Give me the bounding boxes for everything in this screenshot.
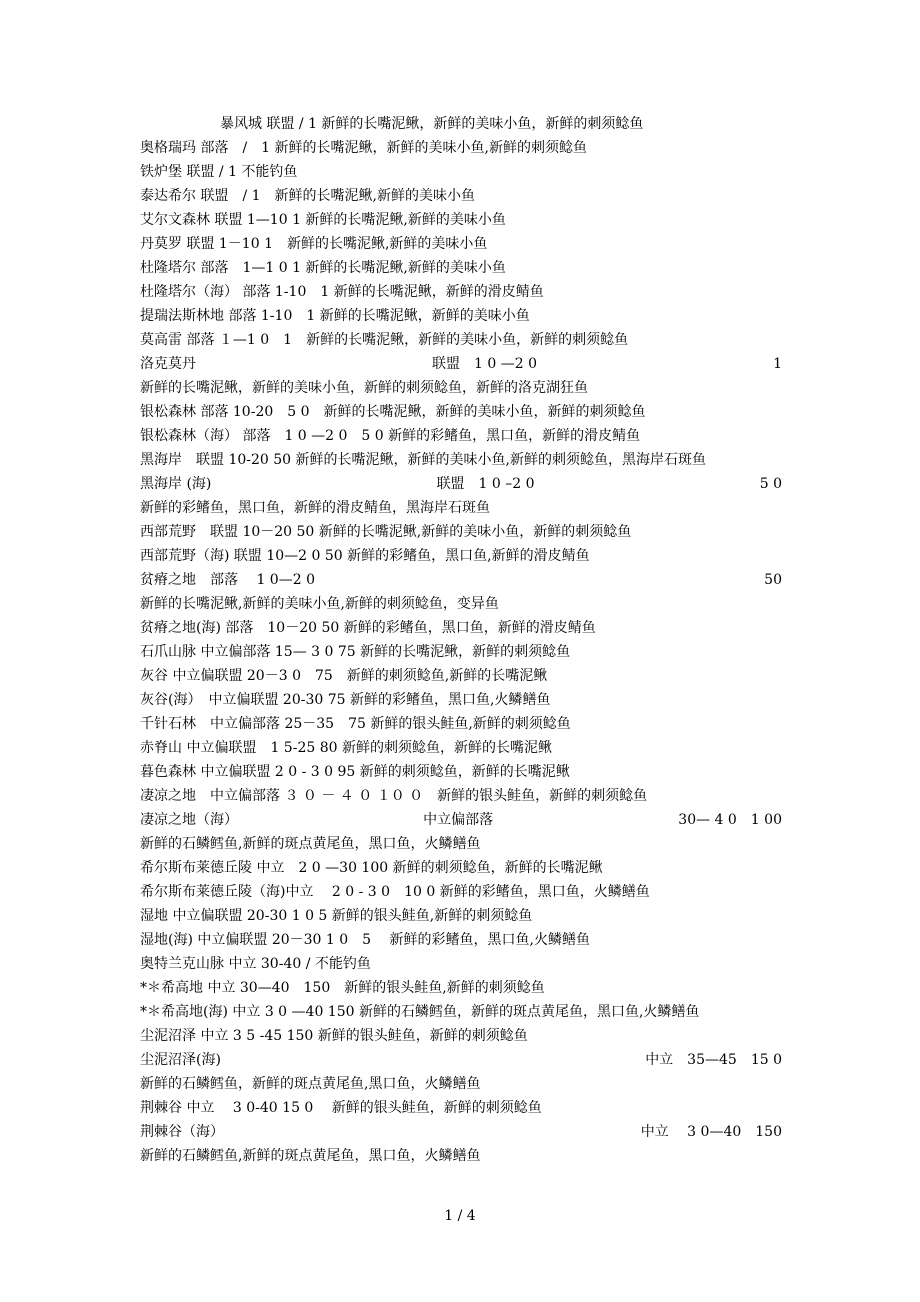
text-line: 新鲜的长嘴泥鳅,新鲜的美味小鱼,新鲜的刺须鲶鱼，变异鱼 bbox=[140, 596, 499, 612]
text-segment: 中立 35—45 15 0 bbox=[645, 1052, 782, 1068]
text-segment: 贫瘠之地 部落 1 0—2 0 bbox=[140, 572, 315, 588]
text-line: *＊希高地(海) 中立 3 0 —40 150 新鲜的石鳞鳕鱼，新鲜的斑点黄尾鱼，黑口鱼,火鳞鳝鱼 bbox=[140, 1004, 700, 1020]
text-segment: 黑海岸 (海) bbox=[140, 476, 212, 492]
page-number: 1 / 4 bbox=[444, 1208, 476, 1224]
text-line: 新鲜的石鳞鳕鱼,新鲜的斑点黄尾鱼，黑口鱼，火鳞鳝鱼 bbox=[140, 836, 481, 852]
text-line bbox=[140, 1048, 782, 1072]
text-line: 贫瘠之地(海) 部落 10－20 50 新鲜的彩鳍鱼，黑口鱼，新鲜的滑皮鲭鱼 bbox=[140, 620, 596, 636]
text-segment: 中立偏部落 bbox=[423, 812, 494, 828]
text-line: 千针石林 中立偏部落 25－35 75 新鲜的银头鲑鱼,新鲜的刺须鲶鱼 bbox=[140, 716, 571, 732]
text-segment: 联盟 1 0 —2 0 bbox=[432, 356, 538, 372]
text-line: 杜隆塔尔（海） 部落 1-10 1 新鲜的长嘴泥鳅，新鲜的滑皮鲭鱼 bbox=[140, 284, 544, 300]
text-line: 暮色森林 中立偏联盟 2 0 - 3 0 95 新鲜的刺须鲶鱼，新鲜的长嘴泥鳅 bbox=[140, 764, 570, 780]
text-segment: 凄凉之地（海） bbox=[140, 812, 238, 828]
text-line: 新鲜的石鳞鳕鱼,新鲜的斑点黄尾鱼，黑口鱼，火鳞鳝鱼 bbox=[140, 1148, 481, 1164]
text-line: 湿地(海) 中立偏联盟 20－30 1 0 5 新鲜的彩鳍鱼，黑口鱼,火鳞鳝鱼 bbox=[140, 932, 590, 948]
text-line: 凄凉之地 中立偏部落 ３ ０ － ４ ０ １０ ０ 新鲜的银头鲑鱼，新鲜的刺须鲶鱼 bbox=[140, 788, 648, 804]
text-line: 莫高雷 部落 １—1 0 1 新鲜的长嘴泥鳅，新鲜的美味小鱼，新鲜的刺须鲶鱼 bbox=[140, 332, 629, 348]
text-line: 银松森林 部落 10-20 5 0 新鲜的长嘴泥鳅，新鲜的美味小鱼，新鲜的刺须鲶鱼 bbox=[140, 404, 646, 420]
text-line: 艾尔文森林 联盟 1—10 1 新鲜的长嘴泥鳅,新鲜的美味小鱼 bbox=[140, 212, 506, 228]
text-line: 赤脊山 中立偏联盟 1 5-25 80 新鲜的刺须鲶鱼，新鲜的长嘴泥鳅 bbox=[140, 740, 552, 756]
text-line: 奥格瑞玛 部落 / 1 新鲜的长嘴泥鳅，新鲜的美味小鱼,新鲜的刺须鲶鱼 bbox=[140, 140, 587, 156]
text-segment: 尘泥沼泽(海) bbox=[140, 1052, 221, 1068]
text-line: 铁炉堡 联盟 / 1 不能钓鱼 bbox=[140, 164, 298, 180]
text-line: *＊希高地 中立 30—40 150 新鲜的银头鲑鱼,新鲜的刺须鲶鱼 bbox=[140, 980, 545, 996]
text-line: 希尔斯布莱德丘陵 中立 2 0 —30 100 新鲜的刺须鲶鱼，新鲜的长嘴泥鳅 bbox=[140, 860, 603, 876]
text-line: 希尔斯布莱德丘陵（海)中立 2 0 - 3 0 10 0 新鲜的彩鳍鱼，黑口鱼，火鳞鳝鱼 bbox=[140, 884, 650, 900]
text-line: 新鲜的长嘴泥鳅，新鲜的美味小鱼，新鲜的刺须鲶鱼，新鲜的洛克湖狂鱼 bbox=[140, 380, 588, 396]
text-line: 湿地 中立偏联盟 20-30 1 0 5 新鲜的银头鲑鱼,新鲜的刺须鲶鱼 bbox=[140, 908, 533, 924]
text-line: 新鲜的彩鳍鱼，黑口鱼，新鲜的滑皮鲭鱼，黑海岸石斑鱼 bbox=[140, 500, 490, 516]
text-segment: 1 bbox=[773, 356, 782, 372]
document-body bbox=[140, 112, 782, 1168]
text-line: 灰谷 中立偏联盟 20－3 0 75 新鲜的刺须鲶鱼,新鲜的长嘴泥鳅 bbox=[140, 668, 548, 684]
text-line: 丹莫罗 联盟 1－10 1 新鲜的长嘴泥鳅,新鲜的美味小鱼 bbox=[140, 236, 488, 252]
text-line: 石爪山脉 中立偏部落 15— 3 0 75 新鲜的长嘴泥鳅，新鲜的刺须鲶鱼 bbox=[140, 644, 571, 660]
text-line: 杜隆塔尔 部落 1—1 0 1 新鲜的长嘴泥鳅,新鲜的美味小鱼 bbox=[140, 260, 506, 276]
text-line: 西部荒野 联盟 10－20 50 新鲜的长嘴泥鳅,新鲜的美味小鱼，新鲜的刺须鲶鱼 bbox=[140, 524, 632, 540]
text-line: 黑海岸 联盟 10-20 50 新鲜的长嘴泥鳅，新鲜的美味小鱼,新鲜的刺须鲶鱼，黑海岸石斑鱼 bbox=[140, 452, 706, 468]
text-line: 尘泥沼泽 中立 3 5 -45 150 新鲜的银头鲑鱼，新鲜的刺须鲶鱼 bbox=[140, 1028, 528, 1044]
text-line bbox=[140, 472, 782, 496]
text-line: 西部荒野（海) 联盟 10—2 0 50 新鲜的彩鳍鱼，黑口鱼,新鲜的滑皮鲭鱼 bbox=[140, 548, 590, 564]
text-segment: 荆棘谷（海） bbox=[140, 1124, 224, 1140]
text-line: 灰谷(海） 中立偏联盟 20-30 75 新鲜的彩鳍鱼，黑口鱼,火鳞鳝鱼 bbox=[140, 692, 551, 708]
text-line bbox=[140, 568, 782, 592]
text-line: 新鲜的石鳞鳕鱼，新鲜的斑点黄尾鱼,黑口鱼，火鳞鳝鱼 bbox=[140, 1076, 481, 1092]
text-line bbox=[140, 1120, 782, 1144]
text-line: 荆棘谷 中立 3 0-40 15 0 新鲜的银头鲑鱼，新鲜的刺须鲶鱼 bbox=[140, 1100, 542, 1116]
text-line bbox=[140, 808, 782, 832]
text-segment: 5 0 bbox=[759, 476, 782, 492]
text-line: 提瑞法斯林地 部落 1-10 1 新鲜的长嘴泥鳅，新鲜的美味小鱼 bbox=[140, 308, 530, 324]
text-line: 奥特兰克山脉 中立 30-40 / 不能钓鱼 bbox=[140, 956, 371, 972]
text-line: 泰达希尔 联盟 / 1 新鲜的长嘴泥鳅,新鲜的美味小鱼 bbox=[140, 188, 475, 204]
text-segment: 30— 4 0 1 00 bbox=[678, 812, 782, 828]
text-segment: 联盟 1 0 –2 0 bbox=[436, 476, 535, 492]
text-segment: 洛克莫丹 bbox=[140, 356, 196, 372]
text-line: 银松森林（海） 部落 1 0 —2 0 5 0 新鲜的彩鳍鱼，黑口鱼，新鲜的滑皮鲭鱼 bbox=[140, 428, 641, 444]
text-segment: 50 bbox=[764, 572, 782, 588]
text-line bbox=[140, 352, 782, 376]
text-segment: 中立 3 0—40 150 bbox=[640, 1124, 782, 1140]
text-line: 暴风城 联盟 / 1 新鲜的长嘴泥鳅，新鲜的美味小鱼，新鲜的刺须鲶鱼 bbox=[220, 116, 644, 132]
